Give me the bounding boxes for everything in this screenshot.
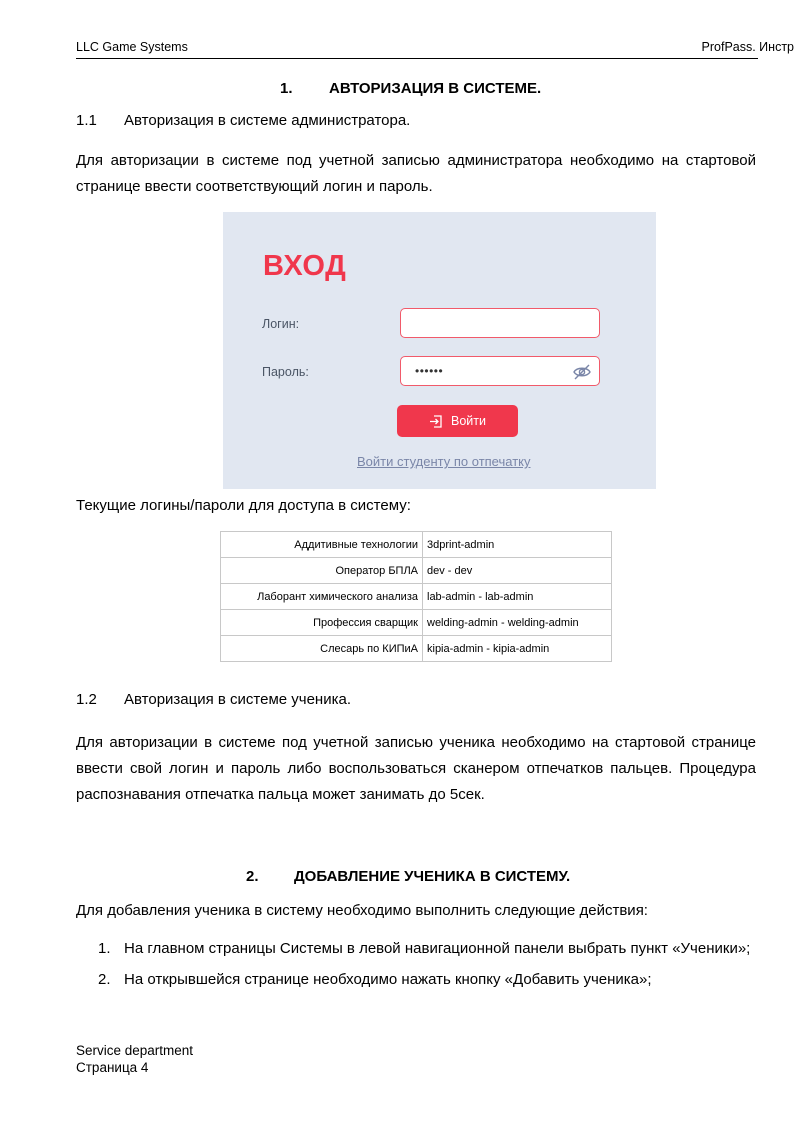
- header-doc-title: ProfPass. Инстр: [701, 40, 794, 54]
- step-text: На главном страницы Системы в левой навигационной панели выбрать пункт «Ученики»;: [124, 940, 751, 957]
- subsection-1-1-title: Авторизация в системе администратора.: [124, 112, 411, 129]
- credential-value: kipia-admin - kipia-admin: [423, 636, 612, 662]
- login-title: ВХОД: [263, 250, 347, 282]
- add-student-intro: Для добавления ученика в систему необходимо выполнить следующие действия:: [76, 902, 648, 919]
- password-value: ••••••: [415, 364, 444, 378]
- subsection-1-2-number: 1.2: [76, 691, 97, 708]
- credential-name: Аддитивные технологии: [221, 532, 423, 558]
- credential-name: Слесарь по КИПиА: [221, 636, 423, 662]
- section-1-title: АВТОРИЗАЦИЯ В СИСТЕМЕ.: [329, 80, 542, 97]
- credential-name: Профессия сварщик: [221, 610, 423, 636]
- login-label: Логин:: [262, 317, 300, 331]
- credentials-intro: Текущие логины/пароли для доступа в систему:: [76, 497, 411, 514]
- credential-value: lab-admin - lab-admin: [423, 584, 612, 610]
- subsection-1-1-number: 1.1: [76, 112, 97, 129]
- subsection-1-2-heading: [76, 691, 351, 708]
- credential-name: Оператор БПЛА: [221, 558, 423, 584]
- table-row: [221, 610, 612, 636]
- credential-value: 3dprint-admin: [423, 532, 612, 558]
- admin-auth-paragraph: Для авторизации в системе под учетной записью администратора необходимо на стартовой странице ввести соответствующий логин и пароль.: [76, 152, 756, 195]
- credential-value: dev - dev: [423, 558, 612, 584]
- login-submit-label: Войти: [451, 414, 486, 428]
- table-row: [221, 532, 612, 558]
- header-divider: [76, 58, 758, 59]
- subsection-1-1-heading: [76, 112, 410, 129]
- subsection-1-2-title: Авторизация в системе ученика.: [124, 691, 351, 708]
- login-submit-button[interactable]: [397, 405, 518, 437]
- step-text: На открывшейся странице необходимо нажать кнопку «Добавить ученика»;: [124, 971, 652, 988]
- credentials-table: [220, 531, 612, 662]
- footer-department: Service department: [76, 1043, 194, 1058]
- login-input[interactable]: [400, 308, 600, 338]
- credential-value: welding-admin - welding-admin: [423, 610, 612, 636]
- credential-name: Лаборант химического анализа: [221, 584, 423, 610]
- step-number: 1.: [98, 940, 111, 957]
- login-icon: [429, 415, 443, 428]
- table-row: [221, 558, 612, 584]
- fingerprint-login-link[interactable]: Войти студенту по отпечатку: [357, 454, 531, 469]
- table-row: [221, 636, 612, 662]
- section-1-number: 1.: [280, 80, 293, 97]
- steps-list: [76, 936, 756, 998]
- password-label: Пароль:: [262, 365, 309, 379]
- student-auth-paragraph: Для авторизации в системе под учетной записью ученика необходимо на стартовой странице ввести свой логин и пароль либо воспользоваться сканером отпечатков пальцев. Процедура распознавания отпечатка пальца может занимать до 5сек.: [76, 734, 756, 803]
- footer-page-number: Страница 4: [76, 1060, 149, 1075]
- eye-off-icon[interactable]: [572, 363, 592, 381]
- table-row: [221, 584, 612, 610]
- list-item: [76, 967, 756, 992]
- section-2-title: ДОБАВЛЕНИЕ УЧЕНИКА В СИСТЕМУ.: [294, 868, 571, 885]
- step-number: 2.: [98, 971, 111, 988]
- header-company: LLC Game Systems: [76, 40, 188, 54]
- section-2-number: 2.: [246, 868, 259, 885]
- login-screenshot: [223, 212, 656, 489]
- list-item: [76, 936, 756, 961]
- password-input[interactable]: [400, 356, 600, 386]
